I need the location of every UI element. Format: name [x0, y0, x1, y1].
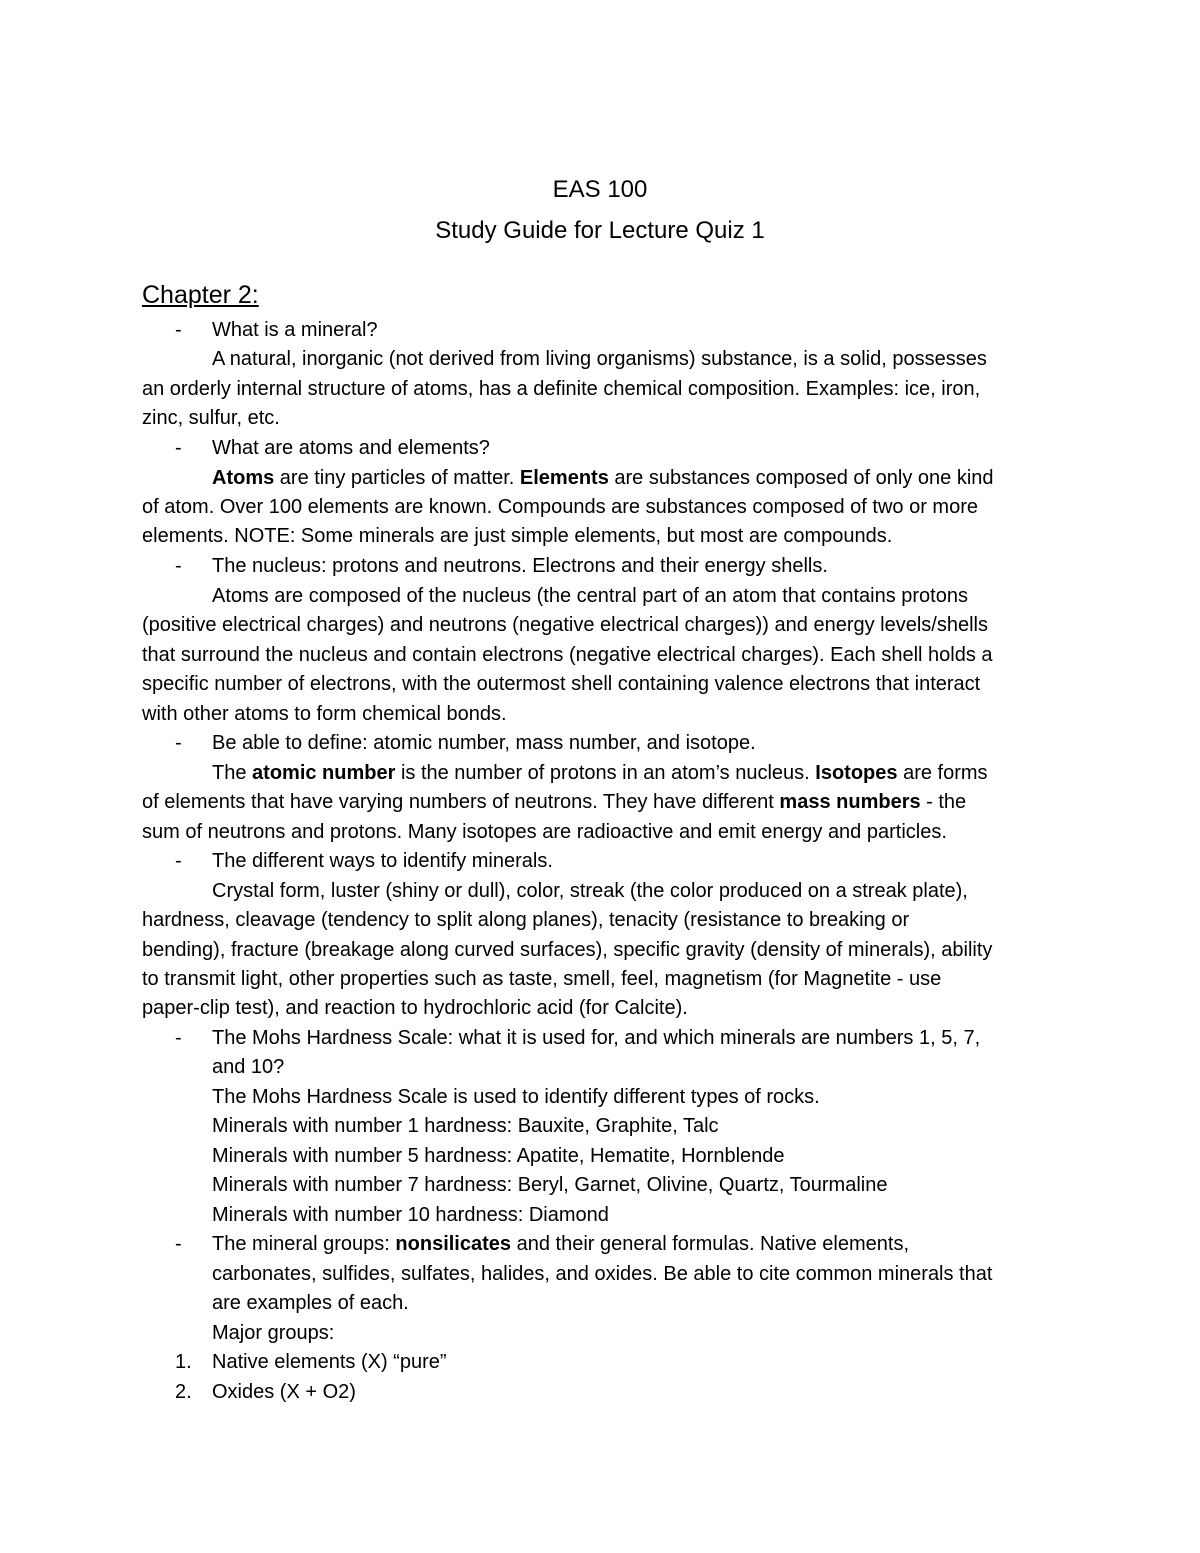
list-number: 1. [175, 1351, 192, 1373]
answer-line: Crystal form, luster (shiny or dull), color, streak (the color produced on a streak plate), [212, 880, 968, 902]
question-line: and 10? [212, 1056, 285, 1078]
question-line: The nucleus: protons and neutrons. Electrons and their energy shells. [212, 555, 828, 577]
answer-line: Minerals with number 5 hardness: Apatite, Hematite, Hornblende [212, 1145, 785, 1167]
course-title: EAS 100 [552, 176, 648, 203]
answer-line: Minerals with number 1 hardness: Bauxite, Graphite, Talc [212, 1115, 719, 1137]
answer-line: elements. NOTE: Some minerals are just simple elements, but most are compounds. [142, 525, 893, 547]
answer-line: zinc, sulfur, etc. [142, 407, 280, 429]
bullet-dash: - [175, 555, 182, 577]
term-mass-numbers: mass numbers [779, 791, 921, 813]
answer-line: Atoms are tiny particles of matter. Elements are substances composed of only one kind [212, 467, 994, 489]
answer-line: hardness, cleavage (tendency to split along planes), tenacity (resistance to breaking or [142, 909, 910, 931]
answer-line: Minerals with number 10 hardness: Diamond [212, 1204, 609, 1226]
answer-line: with other atoms to form chemical bonds. [142, 703, 507, 725]
question-line: carbonates, sulfides, sulfates, halides, and oxides. Be able to cite common minerals that [212, 1263, 993, 1285]
answer-line: of elements that have varying numbers of neutrons. They have different mass numbers - the [142, 791, 967, 813]
answer-line: A natural, inorganic (not derived from living organisms) substance, is a solid, possesses [212, 348, 987, 370]
question-line: Be able to define: atomic number, mass number, and isotope. [212, 732, 756, 754]
document-title: Study Guide for Lecture Quiz 1 [435, 217, 765, 244]
answer-line: bending), fracture (breakage along curved surfaces), specific gravity (density of minerals), ability [142, 939, 993, 961]
chapter-heading: Chapter 2: [142, 281, 259, 309]
list-item: Oxides (X + O2) [212, 1381, 356, 1403]
question-line: The mineral groups: nonsilicates and their general formulas. Native elements, [212, 1233, 910, 1255]
answer-line: paper-clip test), and reaction to hydrochloric acid (for Calcite). [142, 997, 688, 1019]
term-nonsilicates: nonsilicates [395, 1233, 512, 1255]
question-line: are examples of each. [212, 1292, 409, 1314]
list-number: 2. [175, 1381, 192, 1403]
bullet-dash: - [175, 437, 182, 459]
term-isotopes: Isotopes [815, 762, 898, 784]
answer-line: to transmit light, other properties such as taste, smell, feel, magnetism (for Magnetite - use [142, 968, 942, 990]
bullet-dash: - [175, 732, 182, 754]
term-elements: Elements [519, 467, 609, 489]
answer-line: Minerals with number 7 hardness: Beryl, Garnet, Olivine, Quartz, Tourmaline [212, 1174, 888, 1196]
term-atomic-number: atomic number [252, 762, 396, 784]
answer-line: Major groups: [212, 1322, 335, 1344]
question-line: What are atoms and elements? [212, 437, 490, 459]
answer-line: that surround the nucleus and contain electrons (negative electrical charges). Each shell holds a [142, 644, 993, 666]
bullet-dash: - [175, 1233, 182, 1255]
question-line: The Mohs Hardness Scale: what it is used for, and which minerals are numbers 1, 5, 7, [212, 1027, 981, 1049]
term-atoms: Atoms [212, 467, 275, 489]
answer-line: of atom. Over 100 elements are known. Compounds are substances composed of two or more [142, 496, 978, 518]
list-item: Native elements (X) “pure” [212, 1351, 447, 1373]
bullet-dash: - [175, 319, 182, 341]
bullet-dash: - [175, 850, 182, 872]
answer-line: The atomic number is the number of protons in an atom’s nucleus. Isotopes are forms [212, 762, 988, 784]
question-line: What is a mineral? [212, 319, 378, 341]
answer-line: (positive electrical charges) and neutrons (negative electrical charges)) and energy levels/shells [142, 614, 988, 636]
answer-line: Atoms are composed of the nucleus (the central part of an atom that contains protons [212, 585, 968, 607]
answer-line: specific number of electrons, with the outermost shell containing valence electrons that interact [142, 673, 981, 695]
answer-line: The Mohs Hardness Scale is used to identify different types of rocks. [212, 1086, 820, 1108]
answer-line: an orderly internal structure of atoms, has a definite chemical composition. Examples: ice, iron, [142, 378, 981, 400]
bullet-dash: - [175, 1027, 182, 1049]
question-line: The different ways to identify minerals. [212, 850, 553, 872]
answer-line: sum of neutrons and protons. Many isotopes are radioactive and emit energy and particles. [142, 821, 947, 843]
